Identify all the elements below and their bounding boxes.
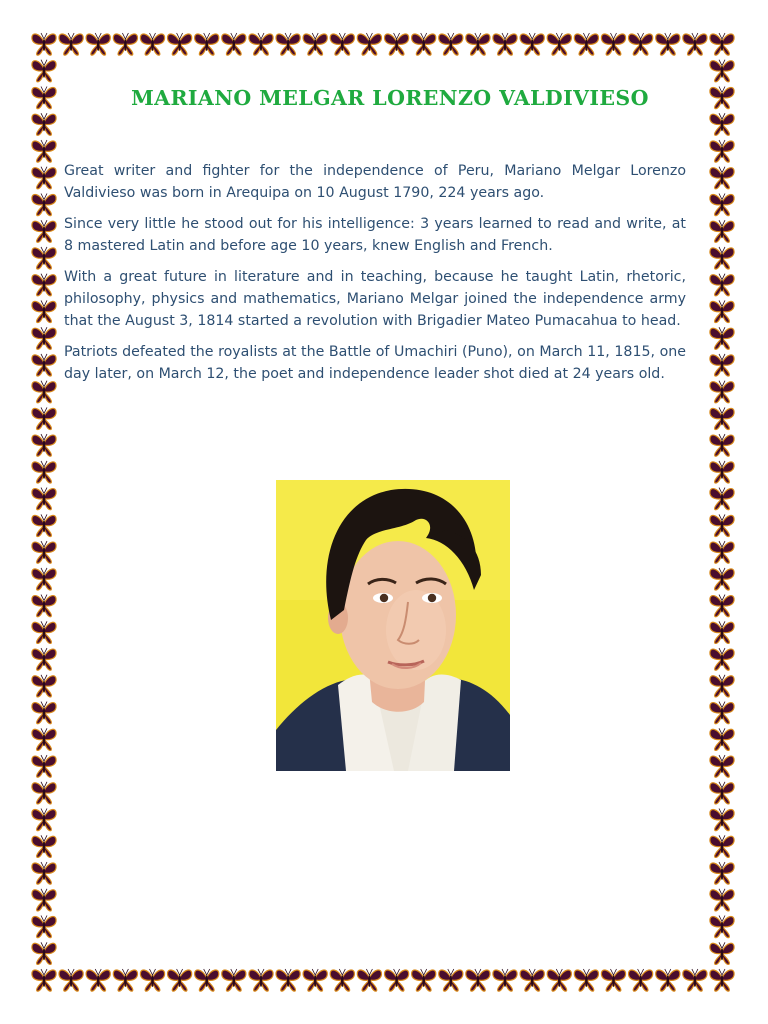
- butterfly-icon: [357, 33, 381, 55]
- portrait-image: [276, 480, 510, 771]
- butterfly-icon: [32, 407, 56, 429]
- butterfly-icon: [710, 488, 734, 510]
- butterfly-icon: [59, 33, 83, 55]
- butterfly-icon: [32, 87, 56, 109]
- butterfly-icon: [32, 247, 56, 269]
- butterfly-icon: [493, 33, 517, 55]
- butterfly-icon: [710, 702, 734, 724]
- butterfly-icon: [32, 327, 56, 349]
- butterfly-icon: [710, 434, 734, 456]
- page-title: MARIANO MELGAR LORENZO VALDIVIESO: [131, 86, 649, 110]
- butterfly-icon: [168, 969, 192, 991]
- butterfly-icon: [222, 969, 246, 991]
- butterfly-icon: [330, 969, 354, 991]
- butterfly-icon: [629, 969, 653, 991]
- butterfly-icon: [32, 942, 56, 964]
- butterfly-icon: [547, 33, 571, 55]
- paragraph-childhood: Since very little he stood out for his intelligence: 3 years learned to read and write, at 8 mastered Latin and before age 10 years, knew English and French.: [64, 216, 686, 254]
- butterfly-icon: [276, 969, 300, 991]
- butterfly-icon: [710, 942, 734, 964]
- butterfly-icon: [32, 461, 56, 483]
- butterfly-icon: [710, 461, 734, 483]
- butterfly-icon: [601, 969, 625, 991]
- butterfly-icon: [32, 354, 56, 376]
- butterfly-icon: [32, 514, 56, 536]
- butterfly-icon: [32, 541, 56, 563]
- butterfly-icon: [32, 782, 56, 804]
- butterfly-icon: [86, 33, 110, 55]
- butterfly-icon: [330, 33, 354, 55]
- butterfly-icon: [32, 862, 56, 884]
- butterfly-icon: [710, 969, 734, 991]
- article-body: [64, 160, 686, 394]
- butterfly-icon: [412, 33, 436, 55]
- butterfly-icon: [222, 33, 246, 55]
- butterfly-icon: [32, 755, 56, 777]
- butterfly-icon: [710, 728, 734, 750]
- butterfly-icon: [32, 916, 56, 938]
- butterfly-icon: [710, 916, 734, 938]
- butterfly-icon: [113, 33, 137, 55]
- paragraph-career: With a great future in literature and in teaching, because he taught Latin, rhetoric, philosophy, physics and mathematics, Mariano Melgar joined the independence army that the August 3, 1814 started a revolution with Brigadier Mateo Pumacahua to head.: [64, 269, 686, 329]
- butterfly-icon: [439, 969, 463, 991]
- butterfly-icon: [710, 354, 734, 376]
- butterfly-icon: [601, 33, 625, 55]
- butterfly-icon: [412, 969, 436, 991]
- butterfly-icon: [710, 648, 734, 670]
- butterfly-icon: [629, 33, 653, 55]
- butterfly-icon: [249, 969, 273, 991]
- butterfly-icon: [249, 33, 273, 55]
- butterfly-icon: [303, 33, 327, 55]
- butterfly-icon: [32, 381, 56, 403]
- paragraph-death: Patriots defeated the royalists at the Battle of Umachiri (Puno), on March 11, 1815, one day later, on March 12, the poet and independence leader shot died at 24 years old.: [64, 344, 686, 382]
- butterfly-icon: [710, 862, 734, 884]
- butterfly-icon: [466, 33, 490, 55]
- butterfly-icon: [683, 969, 707, 991]
- butterfly-icon: [32, 167, 56, 189]
- butterfly-icon: [466, 969, 490, 991]
- butterfly-icon: [710, 33, 734, 55]
- butterfly-icon: [710, 809, 734, 831]
- butterfly-icon: [32, 140, 56, 162]
- butterfly-icon: [86, 969, 110, 991]
- butterfly-icon: [710, 407, 734, 429]
- butterfly-icon: [32, 728, 56, 750]
- butterfly-icon: [710, 514, 734, 536]
- butterfly-icon: [710, 300, 734, 322]
- butterfly-icon: [574, 969, 598, 991]
- butterfly-icon: [32, 675, 56, 697]
- butterfly-icon: [520, 33, 544, 55]
- butterfly-icon: [493, 969, 517, 991]
- butterfly-icon: [656, 33, 680, 55]
- butterfly-icon: [32, 300, 56, 322]
- butterfly-icon: [710, 568, 734, 590]
- butterfly-icon: [710, 381, 734, 403]
- butterfly-icon: [140, 33, 164, 55]
- butterfly-icon: [195, 33, 219, 55]
- butterfly-icon: [32, 702, 56, 724]
- paragraph-birth: Great writer and fighter for the independence of Peru, Mariano Melgar Lorenzo Valdivieso was born in Arequipa on 10 August 1790, 224 years ago.: [64, 163, 686, 201]
- butterfly-icon: [683, 33, 707, 55]
- butterfly-icon: [710, 167, 734, 189]
- butterfly-icon: [710, 327, 734, 349]
- butterfly-icon: [439, 33, 463, 55]
- butterfly-icon: [520, 969, 544, 991]
- butterfly-icon: [32, 889, 56, 911]
- butterfly-icon: [32, 488, 56, 510]
- butterfly-icon: [32, 113, 56, 135]
- butterfly-icon: [140, 969, 164, 991]
- butterfly-icon: [710, 140, 734, 162]
- butterfly-icon: [32, 33, 56, 55]
- butterfly-icon: [168, 33, 192, 55]
- butterfly-icon: [276, 33, 300, 55]
- butterfly-icon: [32, 60, 56, 82]
- butterfly-icon: [32, 220, 56, 242]
- butterfly-icon: [710, 220, 734, 242]
- butterfly-icon: [32, 969, 56, 991]
- butterfly-icon: [32, 621, 56, 643]
- butterfly-icon: [32, 194, 56, 216]
- butterfly-icon: [385, 969, 409, 991]
- butterfly-icon: [710, 835, 734, 857]
- butterfly-icon: [656, 969, 680, 991]
- butterfly-icon: [710, 755, 734, 777]
- butterfly-icon: [710, 113, 734, 135]
- butterfly-icon: [710, 782, 734, 804]
- butterfly-icon: [547, 969, 571, 991]
- butterfly-icon: [32, 835, 56, 857]
- butterfly-icon: [710, 621, 734, 643]
- butterfly-icon: [710, 889, 734, 911]
- butterfly-icon: [710, 675, 734, 697]
- butterfly-icon: [303, 969, 327, 991]
- butterfly-icon: [710, 194, 734, 216]
- butterfly-icon: [113, 969, 137, 991]
- butterfly-icon: [32, 809, 56, 831]
- butterfly-icon: [710, 274, 734, 296]
- butterfly-icon: [32, 434, 56, 456]
- butterfly-icon: [710, 60, 734, 82]
- butterfly-icon: [710, 541, 734, 563]
- butterfly-icon: [32, 595, 56, 617]
- butterfly-icon: [59, 969, 83, 991]
- butterfly-icon: [195, 969, 219, 991]
- butterfly-icon: [385, 33, 409, 55]
- butterfly-icon: [710, 595, 734, 617]
- butterfly-icon: [32, 274, 56, 296]
- butterfly-icon: [32, 648, 56, 670]
- butterfly-icon: [574, 33, 598, 55]
- butterfly-icon: [32, 568, 56, 590]
- butterfly-icon: [710, 247, 734, 269]
- butterfly-icon: [357, 969, 381, 991]
